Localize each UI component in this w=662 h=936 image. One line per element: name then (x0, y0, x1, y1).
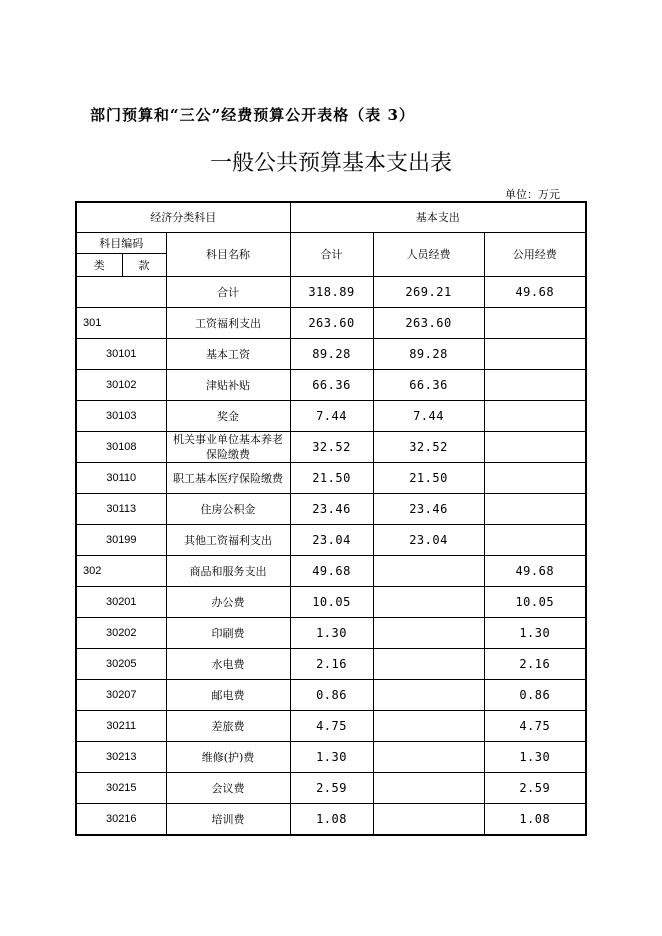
table-row (76, 711, 586, 742)
row-personnel (373, 556, 484, 587)
table-row (76, 370, 586, 401)
table-row (76, 587, 586, 618)
row-name: 基本工资 (166, 339, 290, 370)
row-name: 津贴补贴 (166, 370, 290, 401)
table-row (76, 556, 586, 587)
budget-table-body (76, 202, 586, 835)
row-code: 30207 (76, 680, 166, 711)
row-code: 30108 (76, 432, 166, 463)
row-name: 培训费 (166, 804, 290, 836)
table-row (76, 804, 586, 836)
row-total: 318.89 (290, 277, 373, 308)
row-public (484, 308, 586, 339)
row-personnel (373, 804, 484, 836)
table-row (76, 618, 586, 649)
row-total: 1.30 (290, 742, 373, 773)
row-total: 23.46 (290, 494, 373, 525)
row-personnel (373, 649, 484, 680)
table-row (76, 680, 586, 711)
row-name: 合计 (166, 277, 290, 308)
row-personnel (373, 711, 484, 742)
row-total: 1.30 (290, 618, 373, 649)
header-subject-code: 科目编码 (76, 233, 166, 254)
row-total: 32.52 (290, 432, 373, 463)
header-public: 公用经费 (484, 233, 586, 277)
row-public: 49.68 (484, 556, 586, 587)
row-personnel (373, 587, 484, 618)
row-name: 差旅费 (166, 711, 290, 742)
row-code: 302 (76, 556, 166, 587)
row-name: 邮电费 (166, 680, 290, 711)
row-total: 1.08 (290, 804, 373, 836)
header-total: 合计 (290, 233, 373, 277)
row-public: 1.30 (484, 742, 586, 773)
row-name: 其他工资福利支出 (166, 525, 290, 556)
row-code: 30205 (76, 649, 166, 680)
table-row (76, 773, 586, 804)
row-personnel (373, 618, 484, 649)
header-row-2 (76, 233, 586, 254)
table-row (76, 742, 586, 773)
row-personnel (373, 773, 484, 804)
row-code: 30199 (76, 525, 166, 556)
budget-table (75, 201, 587, 836)
header-subject-name: 科目名称 (166, 233, 290, 277)
header-economic-class: 经济分类科目 (76, 202, 290, 233)
row-personnel: 23.04 (373, 525, 484, 556)
document-heading: 部门预算和“三公”经费预算公开表格（表 3） (90, 106, 415, 124)
table-row (76, 277, 586, 308)
table-row (76, 401, 586, 432)
row-code: 30201 (76, 587, 166, 618)
row-personnel: 263.60 (373, 308, 484, 339)
row-personnel (373, 680, 484, 711)
header-basic-expense: 基本支出 (290, 202, 586, 233)
row-public (484, 370, 586, 401)
row-total: 66.36 (290, 370, 373, 401)
row-public: 2.59 (484, 773, 586, 804)
table-row (76, 525, 586, 556)
row-name: 商品和服务支出 (166, 556, 290, 587)
row-code: 30216 (76, 804, 166, 836)
row-personnel: 23.46 (373, 494, 484, 525)
row-code: 30113 (76, 494, 166, 525)
row-total: 23.04 (290, 525, 373, 556)
table-row (76, 432, 586, 463)
header-row-1 (76, 202, 586, 233)
row-personnel: 66.36 (373, 370, 484, 401)
row-total: 7.44 (290, 401, 373, 432)
row-total: 2.16 (290, 649, 373, 680)
row-public: 1.30 (484, 618, 586, 649)
row-name: 办公费 (166, 587, 290, 618)
row-personnel: 21.50 (373, 463, 484, 494)
row-total: 10.05 (290, 587, 373, 618)
row-name: 水电费 (166, 649, 290, 680)
page-title: 一般公共预算基本支出表 (209, 151, 452, 176)
row-personnel (373, 742, 484, 773)
row-code: 30101 (76, 339, 166, 370)
row-code: 30202 (76, 618, 166, 649)
row-code: 30211 (76, 711, 166, 742)
header-category: 类 (76, 254, 122, 277)
row-total: 263.60 (290, 308, 373, 339)
row-public (484, 525, 586, 556)
row-code: 30215 (76, 773, 166, 804)
row-name: 住房公积金 (166, 494, 290, 525)
row-public: 4.75 (484, 711, 586, 742)
row-total: 0.86 (290, 680, 373, 711)
row-name: 职工基本医疗保险缴费 (166, 463, 290, 494)
row-total: 21.50 (290, 463, 373, 494)
row-total: 49.68 (290, 556, 373, 587)
row-code: 30103 (76, 401, 166, 432)
row-code (76, 277, 166, 308)
row-public (484, 339, 586, 370)
row-code: 30110 (76, 463, 166, 494)
row-total: 4.75 (290, 711, 373, 742)
row-public (484, 432, 586, 463)
header-personnel: 人员经费 (373, 233, 484, 277)
table-row (76, 463, 586, 494)
row-public: 10.05 (484, 587, 586, 618)
table-row (76, 649, 586, 680)
row-name: 维修(护)费 (166, 742, 290, 773)
row-personnel: 7.44 (373, 401, 484, 432)
row-name: 机关事业单位基本养老保险缴费 (166, 432, 290, 463)
row-name: 印刷费 (166, 618, 290, 649)
row-total: 89.28 (290, 339, 373, 370)
row-total: 2.59 (290, 773, 373, 804)
row-personnel: 89.28 (373, 339, 484, 370)
unit-label: 单位：万元 (505, 188, 560, 201)
row-code: 301 (76, 308, 166, 339)
row-public (484, 463, 586, 494)
table-row (76, 339, 586, 370)
row-name: 奖金 (166, 401, 290, 432)
table-row (76, 308, 586, 339)
row-code: 30102 (76, 370, 166, 401)
row-name: 工资福利支出 (166, 308, 290, 339)
row-name: 会议费 (166, 773, 290, 804)
row-public: 2.16 (484, 649, 586, 680)
header-item: 款 (122, 254, 166, 277)
row-public: 0.86 (484, 680, 586, 711)
row-public: 49.68 (484, 277, 586, 308)
row-public (484, 494, 586, 525)
row-code: 30213 (76, 742, 166, 773)
row-personnel: 269.21 (373, 277, 484, 308)
row-public: 1.08 (484, 804, 586, 836)
row-personnel: 32.52 (373, 432, 484, 463)
row-public (484, 401, 586, 432)
table-row (76, 494, 586, 525)
